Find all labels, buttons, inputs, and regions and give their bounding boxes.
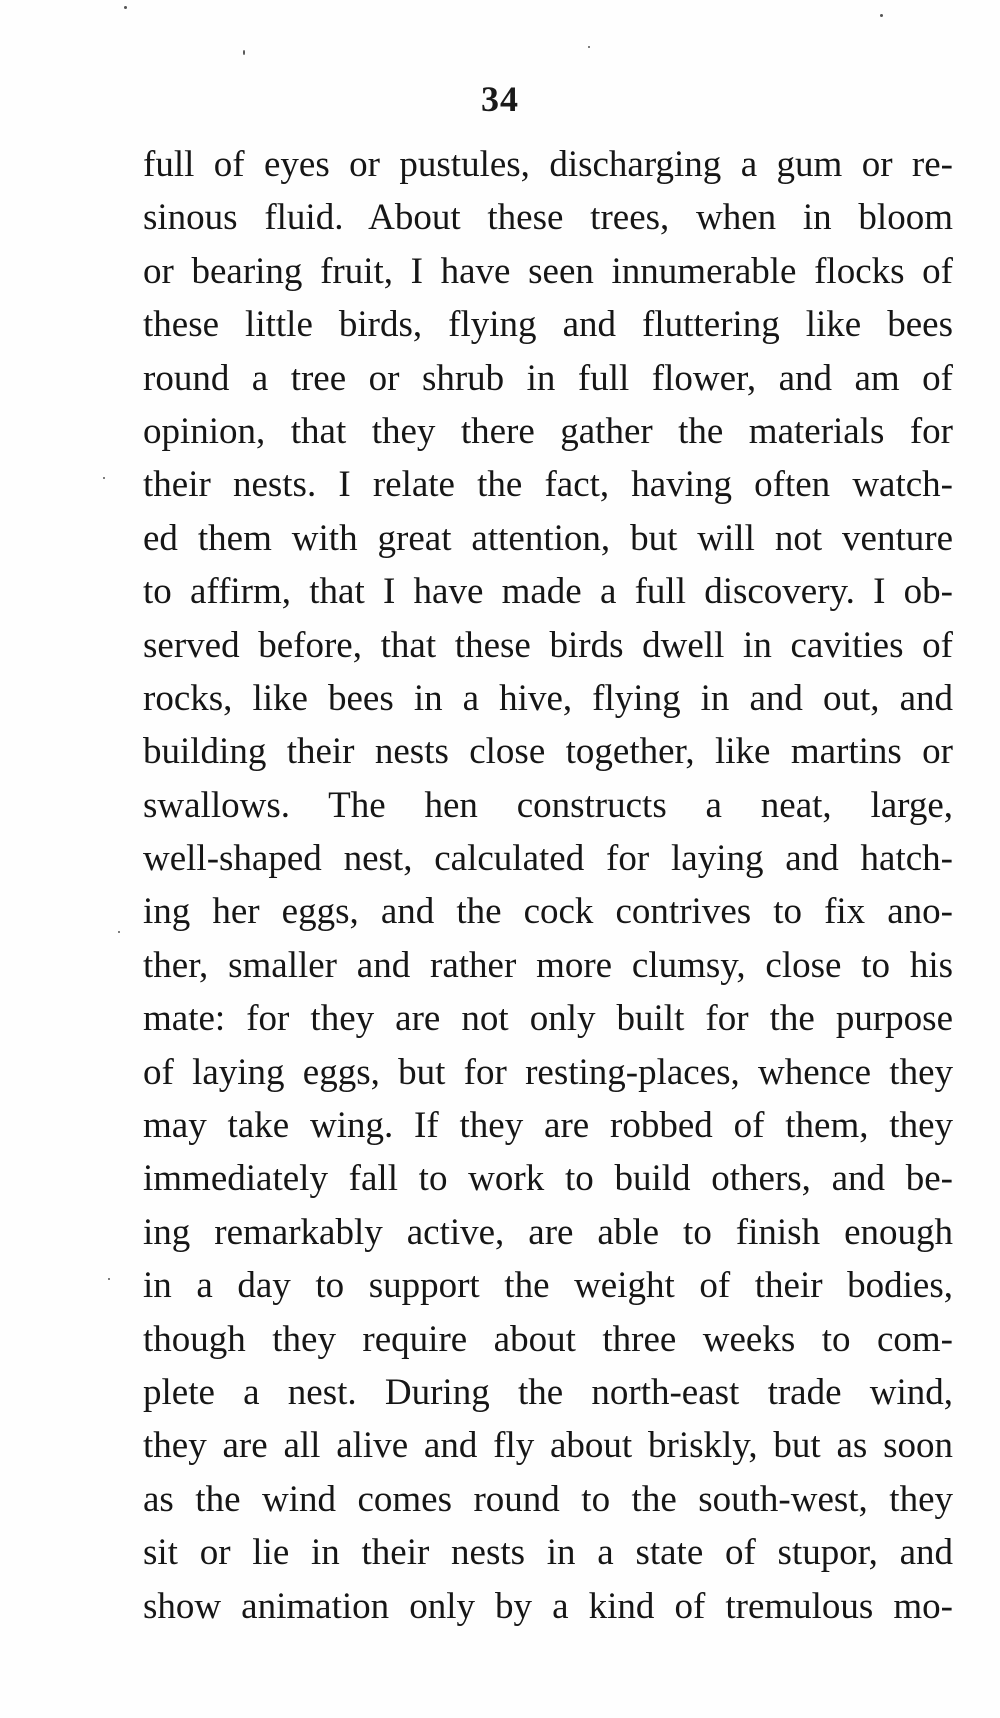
text-line: ing her eggs, and the cock contrives to fix ano-	[143, 891, 953, 933]
paper-speck	[588, 46, 590, 48]
text-line: immediately fall to work to build others, and be-	[143, 1158, 953, 1200]
text-line: though they require about three weeks to com-	[143, 1318, 953, 1360]
text-line: served before, that these birds dwell in cavities of	[143, 624, 953, 666]
text-line: their nests. I relate the fact, having often watch-	[143, 464, 953, 506]
text-line: ed them with great attention, but will not venture	[143, 517, 953, 559]
text-line: they are all alive and fly about briskly, but as soon	[143, 1425, 953, 1467]
text-line: well-shaped nest, calculated for laying and hatch-	[143, 838, 953, 880]
text-line: or bearing fruit, I have seen innumerable flocks of	[143, 250, 953, 292]
text-line: as the wind comes round to the south-west, they	[143, 1478, 953, 1520]
paper-speck	[124, 6, 127, 9]
text-line: may take wing. If they are robbed of them, they	[143, 1105, 953, 1147]
text-line: of laying eggs, but for resting-places, whence they	[143, 1051, 953, 1093]
body-text	[143, 138, 953, 1633]
paper-speck	[103, 477, 105, 479]
text-line: show animation only by a kind of tremulous mo-	[143, 1585, 953, 1627]
text-line: rocks, like bees in a hive, flying in and out, and	[143, 677, 953, 719]
paper-speck	[243, 50, 245, 55]
text-line: in a day to support the weight of their bodies,	[143, 1265, 953, 1307]
text-line: plete a nest. During the north-east trade wind,	[143, 1371, 953, 1413]
text-line: swallows. The hen constructs a neat, large,	[143, 784, 953, 826]
text-line: ther, smaller and rather more clumsy, close to his	[143, 944, 953, 986]
text-line: full of eyes or pustules, discharging a gum or re-	[143, 144, 953, 185]
text-line: round a tree or shrub in full flower, and am of	[143, 357, 953, 399]
paper-speck	[108, 1278, 110, 1280]
text-line: opinion, that they there gather the materials for	[143, 410, 953, 452]
text-line: sit or lie in their nests in a state of stupor, and	[143, 1532, 953, 1574]
text-line: to affirm, that I have made a full discovery. I ob-	[143, 571, 953, 613]
page-number: 34	[481, 79, 519, 119]
text-line: these little birds, flying and fluttering like bees	[143, 304, 953, 346]
text-line: mate: for they are not only built for the purpose	[143, 998, 953, 1040]
text-line: ing remarkably active, are able to finish enough	[143, 1211, 953, 1253]
paper-speck	[118, 931, 120, 933]
text-line: building their nests close together, like martins or	[143, 731, 953, 773]
paper-speck	[880, 14, 883, 17]
text-line: sinous fluid. About these trees, when in bloom	[143, 197, 953, 239]
